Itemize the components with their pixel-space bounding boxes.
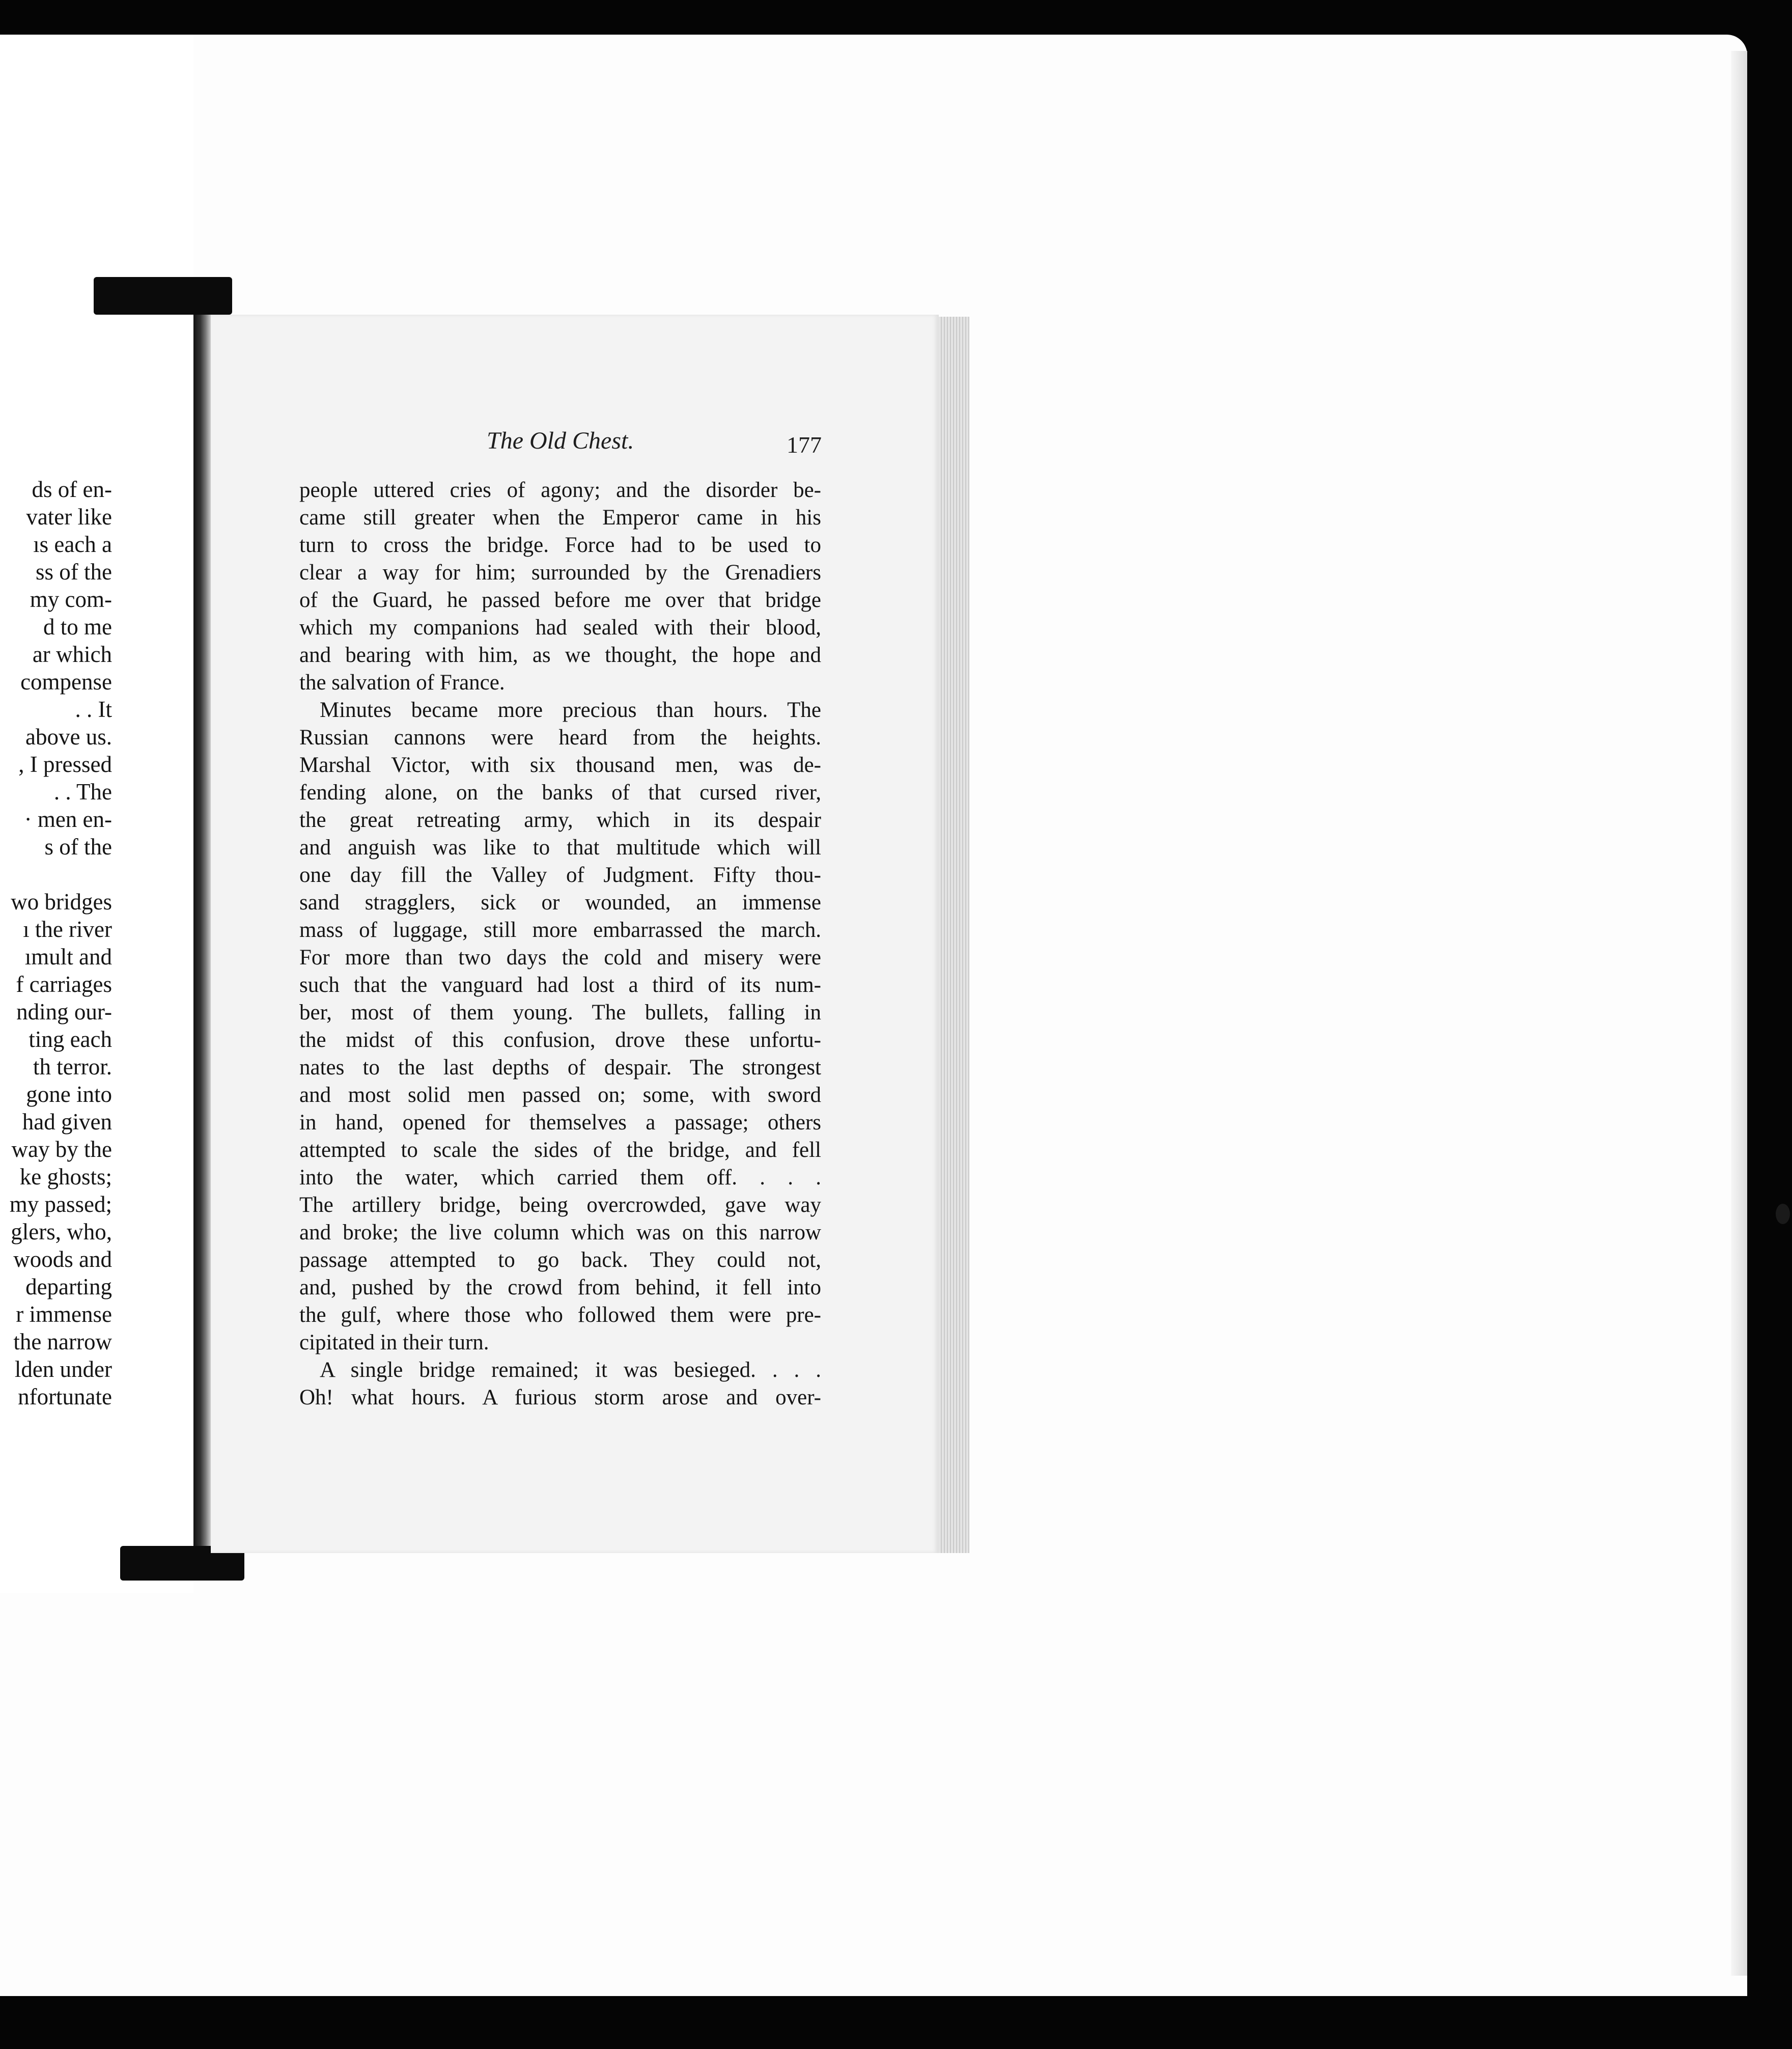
left-page-line: had given [22,1109,112,1134]
left-page-line: my com- [30,587,112,612]
left-page-line: . . The [53,779,112,805]
top-page-clip [94,277,232,315]
left-page-line: s of the [44,834,112,860]
text-line: fending alone, on the banks of that cursed river, [299,781,821,805]
running-header-title: The Old Chest. [487,427,634,454]
text-line: in hand, opened for themselves a passage; others [299,1111,821,1134]
text-line: sand stragglers, sick or wounded, an immense [299,891,821,915]
text-line: and bearing with him, as we thought, the hope and [299,643,821,667]
text-line: one day fill the Valley of Judgment. Fifty thou- [299,863,821,887]
left-page-line: , I pressed [18,752,112,777]
book-gutter [193,312,211,1548]
text-line: such that the vanguard had lost a third of its num- [299,973,821,997]
text-line: nates to the last depths of despair. The strongest [299,1056,821,1079]
left-page-line: ı the river [23,917,112,942]
text-line: people uttered cries of agony; and the disorder be- [299,478,821,502]
left-page-line: ting each [29,1027,112,1052]
text-line: of the Guard, he passed before me over that bridge [299,588,821,612]
left-page-line: ke ghosts; [19,1164,112,1189]
left-page-line: ss of the [36,559,112,585]
left-page-line: th terror. [33,1054,112,1079]
left-page-line: gone into [26,1082,112,1107]
left-page-line: f carriages [16,972,112,997]
text-line: Minutes became more precious than hours. The [320,698,821,722]
page-stack-edge [939,317,969,1553]
left-page-line: . . It [75,697,112,722]
left-page-line: wo bridges [11,889,112,915]
text-line: For more than two days the cold and misery were [299,946,821,970]
left-page-line: my passed; [9,1192,112,1217]
left-page-line: · men en- [24,807,112,832]
body-text [299,477,821,1411]
text-line: mass of luggage, still more embarrassed the march. [299,918,821,942]
left-page-line: the narrow [13,1329,112,1354]
left-page-line: d to me [43,614,112,640]
page-number: 177 [787,432,822,458]
text-line: and broke; the live column which was on this narrow [299,1221,821,1244]
text-line: the midst of this confusion, drove these unfortu- [299,1028,821,1052]
left-page-fragment [0,35,193,1593]
text-line: the gulf, where those who followed them were pre- [299,1303,821,1327]
text-line: A single bridge remained; it was besieged. . . . [320,1358,821,1382]
left-page-line: r immense [16,1302,112,1327]
text-line: and anguish was like to that multitude which will [299,836,821,860]
left-page-line: nding our- [16,999,112,1024]
edge-mark [1776,1204,1790,1224]
text-line: Oh! what hours. A furious storm arose and over- [299,1386,821,1409]
text-line: attempted to scale the sides of the bridge, and fell [299,1138,821,1162]
text-line: into the water, which carried them off. . . . [299,1166,821,1189]
text-line: the great retreating army, which in its despair [299,808,821,832]
left-page-line: way by the [11,1137,112,1162]
left-page-line: departing [25,1274,112,1299]
left-page-line: woods and [13,1247,112,1272]
text-line: which my companions had sealed with their blood, [299,616,821,640]
left-page-line: ıs each a [33,532,112,557]
text-line: Marshal Victor, with six thousand men, was de- [299,753,821,777]
left-page-line: glers, who, [11,1219,112,1244]
text-line: and most solid men passed on; some, with sword [299,1083,821,1107]
left-page-line: lden under [14,1356,112,1382]
left-page-line: nfortunate [18,1384,112,1409]
left-page-line: ımult and [24,944,112,970]
text-line: came still greater when the Emperor came in his [299,506,821,530]
left-page-line: ar which [32,642,112,667]
text-line: passage attempted to go back. They could not, [299,1248,821,1272]
text-line: cipitated in their turn. [299,1331,489,1354]
left-page-line: ds of en- [32,477,112,502]
left-page-line: vater like [26,504,112,530]
text-line: the salvation of France. [299,671,505,695]
text-line: ber, most of them young. The bullets, falling in [299,1001,821,1024]
text-line: Russian cannons were heard from the heights. [299,726,821,750]
text-line: turn to cross the bridge. Force had to be used to [299,533,821,557]
left-page-line: compense [20,669,112,695]
text-line: and, pushed by the crowd from behind, it fell into [299,1276,821,1299]
sheet-edge [1731,51,1747,1976]
left-page-line: above us. [25,724,112,750]
text-line: clear a way for him; surrounded by the Grenadiers [299,561,821,585]
text-line: The artillery bridge, being overcrowded, gave way [299,1193,821,1217]
